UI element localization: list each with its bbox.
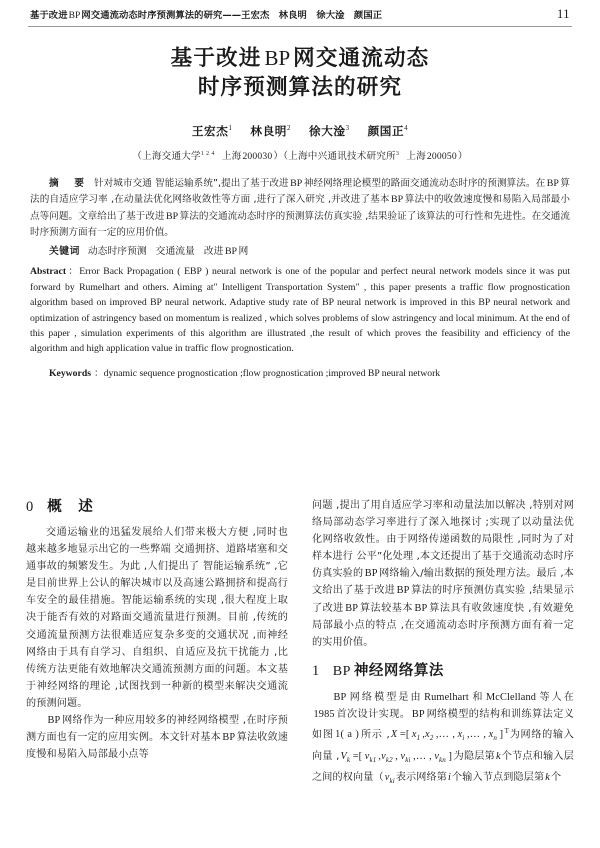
inline-bp: BP bbox=[333, 691, 347, 703]
abstract-text-2: 神经网络理论模型的路面交通流动态时序的预测算法。在 bbox=[303, 177, 546, 189]
year-value: 1985 bbox=[313, 708, 335, 720]
affiliation-line bbox=[0, 148, 600, 162]
math-transpose: T bbox=[504, 727, 510, 736]
math-bracket-close: ] bbox=[499, 729, 504, 741]
math-eq: =[ bbox=[399, 729, 410, 741]
keywords-label: 关键词 bbox=[49, 246, 80, 258]
section-heading-1 bbox=[312, 661, 574, 682]
author-entry bbox=[192, 123, 233, 139]
math-ellipsis: ,… , bbox=[435, 729, 456, 741]
paragraph-text: 表示网络第 bbox=[395, 771, 448, 783]
figure-reference: 1( a ) bbox=[335, 729, 359, 741]
keyword-item: 动态时序预测 bbox=[87, 246, 147, 258]
inline-bp: BP bbox=[222, 732, 236, 744]
abstract-text-4: 算法中的收敛速度慢和易陷入局部最小点等问题。文章给出了基于改进 bbox=[30, 194, 571, 222]
paragraph-text: 网络模型的结构和训练算法定义如图 bbox=[312, 708, 574, 741]
paragraph-text: 首次设计实现。 bbox=[336, 708, 411, 720]
running-title-part2: 网交通流动态时序预测算法的研究—— bbox=[81, 10, 242, 22]
author-entry bbox=[368, 123, 409, 139]
title-bp: BP bbox=[264, 45, 291, 70]
inline-bp: BP bbox=[47, 715, 61, 727]
paragraph-text: 所示 , bbox=[360, 729, 390, 741]
math-var-vk2: $,v_{k2}$ bbox=[378, 750, 393, 764]
paragraph-text: 等人在 bbox=[537, 691, 574, 703]
paragraph-text: 网络作为一种应用较多的神经网络模型 ,在时序预测方面也有一定的应用实例。本文针对基本 bbox=[26, 715, 288, 744]
author-name: 颜国正 bbox=[367, 123, 405, 138]
page-number: 11 bbox=[556, 7, 570, 21]
abstract-text-1: 针对城市交通 智能运输系统”,提出了基于改进 bbox=[93, 177, 289, 189]
paragraph-text: 网络输入/输出数据的预处理方法。最后 ,本文给出了基于改进 bbox=[312, 568, 574, 597]
affiliation-2-name: （上海中兴通讯技术研究所 bbox=[283, 150, 396, 162]
inline-bp: BP bbox=[396, 585, 410, 597]
author-affil-marker: 4 bbox=[404, 123, 409, 132]
math-ellipsis: ,… , bbox=[466, 729, 487, 741]
math-var-x1: $x_1$ bbox=[411, 729, 421, 743]
keyword-item: 交通流量 bbox=[155, 246, 195, 258]
abstract-text-3: 算法的自适应学习率 ,在动量法优化网络收敛性等方面 ,进行了深入研究 ,并改进了基本 bbox=[30, 177, 571, 206]
math-var-vki: $v_{ki}$ bbox=[400, 750, 411, 764]
math-var-Vk: $V_k$ bbox=[340, 750, 351, 764]
section-heading-0 bbox=[26, 497, 288, 517]
header-divider-rule bbox=[28, 26, 572, 27]
math-bracket-close: ] bbox=[448, 750, 453, 762]
math-eq2: =[ bbox=[352, 750, 363, 762]
math-var-xn: $x_n$ bbox=[488, 729, 498, 743]
abstract-en-label: Abstract bbox=[30, 266, 67, 278]
affiliation-2-zip: 200050 bbox=[426, 150, 457, 162]
affiliation-2-markers: 3 bbox=[395, 150, 400, 157]
math-comma: , bbox=[395, 750, 399, 762]
paragraph bbox=[312, 497, 574, 651]
inline-bp: BP bbox=[345, 602, 359, 614]
abstract-bp-1: BP bbox=[290, 177, 303, 189]
paragraph-text: 算法收敛速度慢和易陷入局部最小点等 bbox=[26, 732, 288, 761]
abstract-bp-3: BP bbox=[391, 194, 404, 206]
running-header-title bbox=[30, 11, 382, 21]
paragraph-text: 网络模型是由 bbox=[347, 691, 423, 703]
author-entry bbox=[250, 123, 291, 139]
paragraph-text: 为隐层第 bbox=[453, 750, 495, 762]
affiliation-1-city: 上海 bbox=[221, 150, 242, 162]
paper-title-line-1 bbox=[0, 44, 600, 73]
section-title: 概 述 bbox=[47, 499, 94, 515]
math-var-xi: $x_i$ bbox=[457, 729, 465, 743]
inline-bp: BP bbox=[411, 708, 425, 720]
keywords-english bbox=[30, 366, 570, 381]
math-var-X: X bbox=[390, 729, 398, 741]
abstract-english bbox=[30, 264, 570, 356]
section-title-bp: BP bbox=[332, 663, 351, 679]
keywords-en-text: ：dynamic sequence prognostication ;flow prognostication ;improved BP neural network bbox=[93, 367, 441, 379]
abstract-label: 摘 要 bbox=[49, 177, 87, 189]
title-part-b: 网交通流动态 bbox=[293, 45, 430, 71]
keywords-chinese bbox=[30, 244, 570, 260]
math-var-vki-2: $v_{ki}$ bbox=[384, 771, 395, 785]
abstract-bp-2: BP bbox=[546, 177, 559, 189]
proper-noun-rumelhart: Rumelhart bbox=[424, 691, 469, 703]
abstract-text-5: 算法的交通流动态时序的预测算法仿真实验 ,结果验证了该算法的可行性和先进性。在交通流时序预测方面有一定的应用价值。 bbox=[30, 210, 570, 238]
math-var-k: k bbox=[495, 750, 501, 762]
paragraph-text: 算法的时序预测仿真实验 ,结果显示了改进 bbox=[312, 585, 574, 614]
paragraph-text: 个输入节点到隐层第 bbox=[452, 771, 545, 783]
math-var-i: i bbox=[448, 771, 452, 783]
math-var-k-2: k bbox=[545, 771, 550, 783]
paragraph-text: 和 bbox=[470, 691, 485, 703]
title-block bbox=[0, 44, 600, 102]
paragraph-text: 个节点和输入层之间的权向量（ bbox=[312, 750, 574, 783]
abstract-en-colon: ： bbox=[67, 266, 80, 278]
section-number: 1 bbox=[312, 662, 320, 679]
paragraph bbox=[26, 524, 288, 712]
paragraph-text: 算法具有收敛速度快 ,有效避免局部最小点的特点 ,在交通流动态时序预测方面有着一定的实用价值。 bbox=[312, 602, 574, 648]
author-name: 林良明 bbox=[250, 123, 288, 138]
inline-bp: BP bbox=[414, 602, 428, 614]
section-number: 0 bbox=[26, 499, 35, 515]
math-var-vk1: $v_{k1}$ bbox=[364, 750, 377, 764]
keyword-item-suffix: 网 bbox=[238, 246, 249, 258]
column-left bbox=[26, 497, 288, 848]
keyword-bp: BP bbox=[224, 246, 238, 258]
affiliation-1-markers: 1 2 4 bbox=[200, 150, 215, 157]
author-affil-marker: 2 bbox=[287, 123, 291, 132]
paragraph bbox=[26, 712, 288, 763]
math-var-vkn: $v_{kn}$ bbox=[434, 750, 446, 764]
paper-title-line-2: 时序预测算法的研究 bbox=[197, 74, 403, 100]
paragraph-text: 交通运输业的迅猛发展给人们带来极大方便 ,同时也越来越多地显示出它的一些弊端 交通拥挤、道路堵塞和交通事故的频繁发生。为此 ,人们提出了 智能运输系统” ,它是目前世界上公认的解决城市以及高速公路拥挤和提高行车安全的最佳措施。智能运输系统的实现 ,很大程度上取决于能否有效的对路面交通流量进行预测。目前 ,传统的交通流量预测方法很难适应复杂多变的交通状况 ,而神经网络由于具有自学习、自组织、自适应及抗干扰能力 ,比传统方法更能有效地解决交通流预测方面的问题。本文基于神经网络的理论 ,试图找到一种新的模型来解决交通流的预测问题。 bbox=[26, 527, 288, 709]
section-title: 神经网络算法 bbox=[353, 662, 444, 679]
keywords-en-label: Keywords bbox=[49, 367, 91, 379]
author-name: 徐大淦 bbox=[309, 123, 346, 138]
running-header-authors: 王宏杰 林良明 徐大淦 颜国正 bbox=[241, 10, 383, 22]
body-columns bbox=[0, 497, 600, 848]
math-ellipsis: ,… , bbox=[413, 750, 432, 762]
paragraph bbox=[312, 689, 574, 790]
author-affil-marker: 1 bbox=[228, 123, 233, 132]
paragraph-text: 算法较基本 bbox=[359, 602, 413, 614]
author-affil-marker: 3 bbox=[345, 123, 350, 132]
title-part-a: 基于改进 bbox=[170, 45, 262, 71]
inline-bp: BP bbox=[364, 568, 378, 580]
running-title-part1: 基于改进 bbox=[30, 10, 68, 22]
author-name: 王宏杰 bbox=[191, 123, 229, 138]
paragraph-text: 个 bbox=[550, 771, 562, 783]
author-entry bbox=[309, 123, 350, 139]
affiliation-1-close: ） bbox=[273, 150, 284, 162]
abstract-en-text: Error Back Propagation ( EBP ) neural network is one of the popular and perfect neural network models since it was put forward by Rumelhart and others. Aiming at" Intelligent Transportation System" , this paper presents a traffic flow prognostication algorithm based on improved BP neural network. Adaptive study rate of BP neural network is improved in this BP neural network and optimization of astringency based on momentum is realized , which solves problems of slow astringency and local minimum. At the end of this paper , simulation experiments of this algorithm are illustrated ,the result of which proves the feasibility and efficiency of the algorithm and high application value in traffic flow prognostication. bbox=[30, 266, 571, 355]
keyword-item: 改进 bbox=[203, 246, 224, 258]
math-var-x2: $,x_2$ bbox=[422, 729, 434, 743]
affiliation-1-zip: 200030 bbox=[242, 150, 273, 162]
affiliation-2-city: 上海 bbox=[406, 150, 426, 162]
affiliation-2-close: ） bbox=[457, 150, 468, 162]
abstract-bp-4: BP bbox=[166, 210, 179, 222]
running-title-bp: BP bbox=[68, 11, 81, 22]
abstract-chinese bbox=[30, 176, 570, 242]
proper-noun-mcclelland: McClelland bbox=[485, 691, 537, 703]
paragraph-text: 问题 ,提出了用自适应学习率和动量法加以解决 ,特别对网络局部动态学习率进行了深入地探讨 ;实现了以动量法优化网络收敛性。由于网络传递函数的局限性 ,同时为了对样本进行 公平”化处理 ,本文还提出了基于交通流动态时序仿真实验的 bbox=[312, 500, 574, 580]
column-right bbox=[312, 497, 574, 848]
author-list bbox=[0, 123, 600, 139]
affiliation-1-name: （上海交通大学 bbox=[132, 150, 201, 162]
running-header bbox=[0, 0, 600, 24]
paragraph-text: 为网络的输入向量 , bbox=[312, 729, 574, 762]
